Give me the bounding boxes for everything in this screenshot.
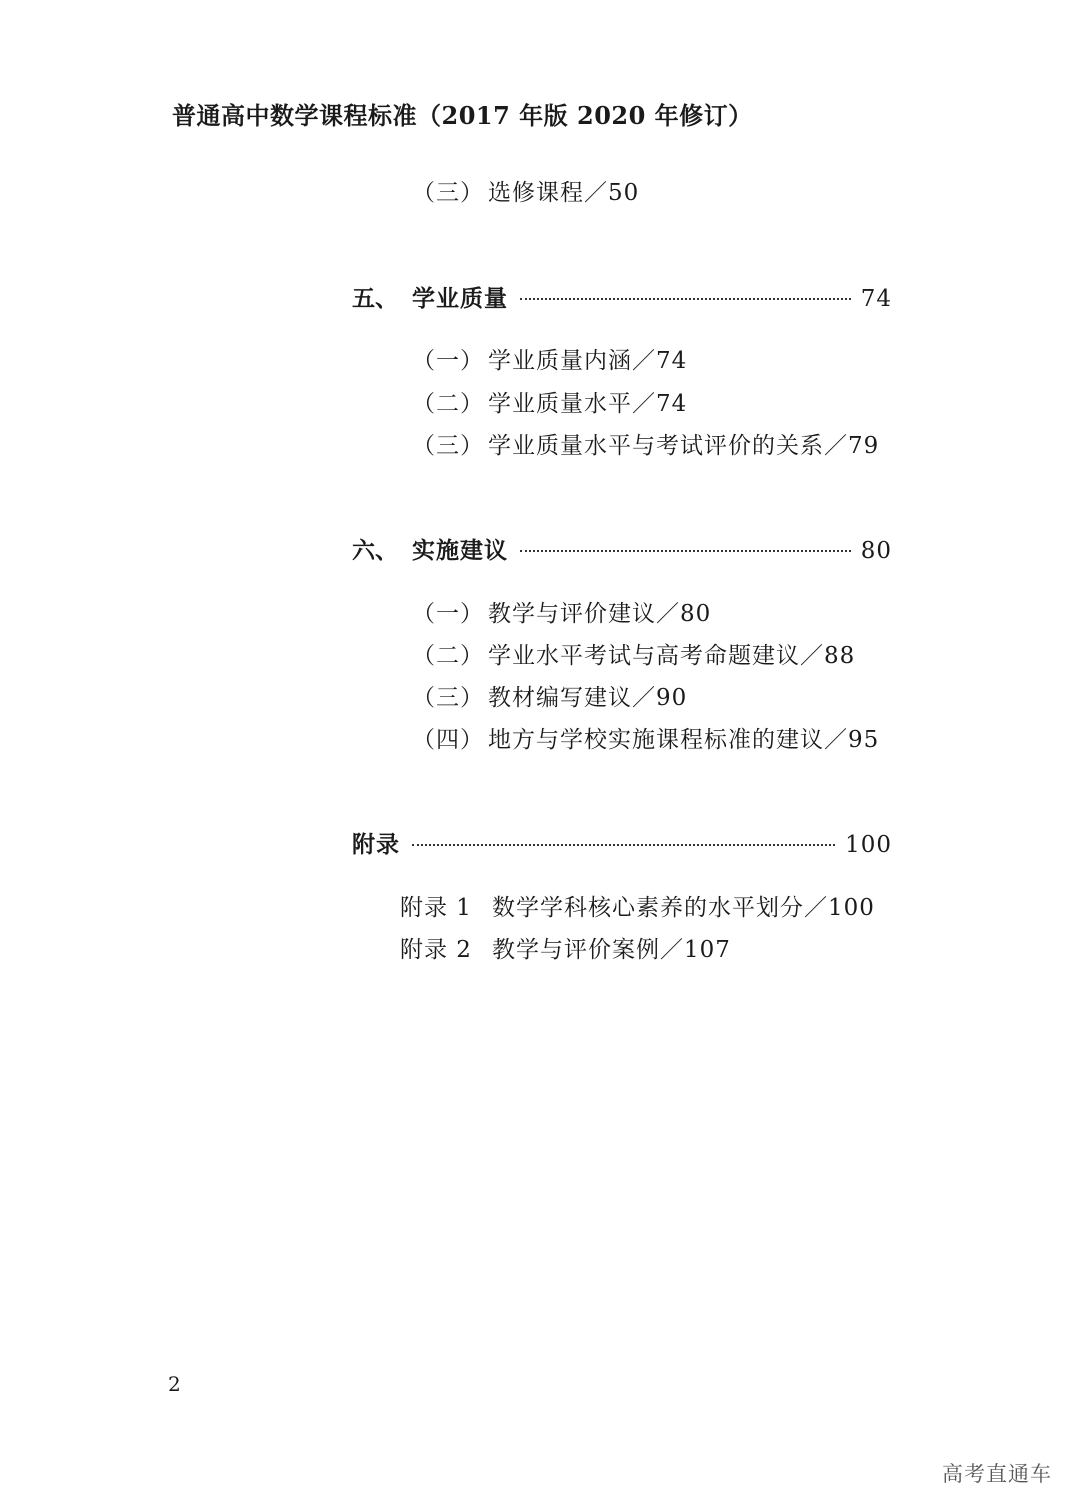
watermark: 高考直通车 (942, 1462, 1052, 1486)
section-title: 学业质量 (412, 285, 508, 312)
toc-section-appendix[interactable] (352, 826, 892, 859)
toc-appendix-item[interactable] (400, 889, 875, 922)
toc-section-academic-quality[interactable] (352, 280, 892, 313)
toc-entry-prefix: （三） (412, 685, 484, 711)
toc-entry-text: 教材编写建议／90 (488, 685, 688, 711)
toc-entry-prefix: （二） (412, 643, 484, 669)
toc-entry-text: 学业质量水平／74 (488, 391, 688, 417)
toc-entry-electives[interactable] (412, 174, 639, 207)
toc-appendix-item[interactable] (400, 931, 731, 964)
toc-entry-text: 地方与学校实施课程标准的建议／95 (488, 727, 880, 753)
toc-entry[interactable] (412, 342, 687, 375)
dot-leader (412, 844, 835, 846)
page-number: 2 (168, 1372, 181, 1396)
section-page: 80 (860, 538, 892, 564)
section-page: 100 (845, 832, 892, 858)
toc-entry-prefix: （三） (412, 180, 484, 206)
toc-entry-prefix: （一） (412, 348, 484, 374)
toc-entry-text: 选修课程／50 (488, 180, 640, 206)
toc-entry[interactable] (412, 385, 687, 418)
section-number: 五、 (352, 285, 398, 312)
toc-entry[interactable] (412, 595, 711, 628)
toc-entry-text: 教学与评价建议／80 (488, 601, 712, 627)
toc-entry-prefix: （四） (412, 727, 484, 753)
toc-entry-prefix: （三） (412, 433, 484, 459)
toc-entry-text: 学业质量水平与考试评价的关系／79 (488, 433, 880, 459)
section-title: 实施建议 (412, 537, 508, 564)
dot-leader (520, 298, 851, 300)
toc-entry-prefix: （一） (412, 601, 484, 627)
toc-entry[interactable] (412, 427, 879, 460)
running-header: 普通高中数学课程标准（2017 年版 2020 年修订） (172, 101, 753, 130)
appendix-text: 教学与评价案例／107 (492, 937, 731, 963)
appendix-text: 数学学科核心素养的水平划分／100 (492, 895, 875, 921)
section-number: 六、 (352, 537, 398, 564)
toc-entry-prefix: （二） (412, 391, 484, 417)
dot-leader (520, 550, 851, 552)
toc-entry-text: 学业质量内涵／74 (488, 348, 688, 374)
toc-entry[interactable] (412, 637, 855, 670)
toc-entry[interactable] (412, 721, 879, 754)
appendix-label: 附录 1 (400, 895, 472, 921)
toc-section-implementation[interactable] (352, 532, 892, 565)
toc-entry-text: 学业水平考试与高考命题建议／88 (488, 643, 856, 669)
section-page: 74 (860, 286, 892, 312)
section-title: 附录 (352, 831, 400, 858)
appendix-label: 附录 2 (400, 937, 472, 963)
toc-entry[interactable] (412, 679, 687, 712)
